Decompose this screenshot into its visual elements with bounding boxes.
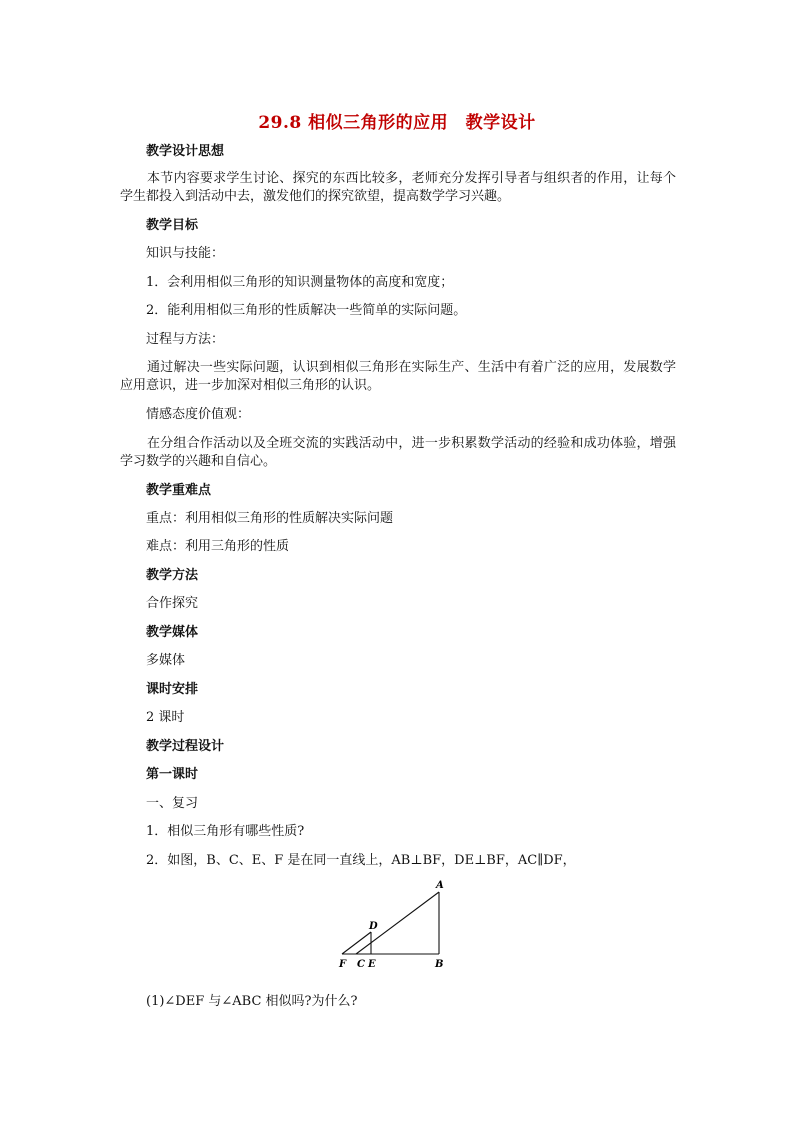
label-e: E (368, 959, 376, 970)
schedule-heading: 课时安排 (146, 682, 199, 697)
thinking-heading: 教学设计思想 (146, 144, 225, 159)
question-1: 1．相似三角形有哪些性质? (146, 824, 305, 839)
document-title: 29.8 相似三角形的应用 教学设计 (258, 113, 536, 133)
knowledge-item-2: 2．能利用相似三角形的性质解决一些简单的实际问题。 (146, 303, 467, 318)
method-heading: 教学方法 (146, 568, 199, 583)
attitude-label: 情感态度价值观： (146, 407, 251, 422)
attitude-paragraph: 在分组合作活动以及全班交流的实践活动中，进一步积累数学活动的经验和成功体验，增强学习数学的兴趣和自信心。 (120, 436, 676, 469)
media-heading: 教学媒体 (146, 625, 199, 640)
label-b: B (435, 959, 444, 970)
schedule-text: 2 课时 (146, 710, 185, 725)
question-2-part-1: (1)∠DEF 与∠ABC 相似吗?为什么? (146, 994, 358, 1009)
segment-fd (342, 932, 371, 954)
key-point: 重点：利用相似三角形的性质解决实际问题 (146, 511, 394, 526)
label-d: D (369, 921, 378, 932)
thinking-paragraph: 本节内容要求学生讨论、探究的东西比较多，老师充分发挥引导者与组织者的作用，让每个学生都投入到活动中去，激发他们的探究欲望，提高数学学习兴趣。 (120, 171, 676, 204)
process-paragraph: 通过解决一些实际问题，认识到相似三角形在实际生产、生活中有着广泛的应用，发展数学应用意识，进一步加深对相似三角形的认识。 (120, 360, 676, 393)
lesson1-heading: 第一课时 (146, 767, 199, 782)
goals-heading: 教学目标 (146, 218, 199, 233)
triangle-figure (330, 872, 460, 972)
label-f: F (339, 959, 347, 970)
difficult-point: 难点：利用三角形的性质 (146, 539, 290, 554)
method-text: 合作探究 (146, 596, 199, 611)
knowledge-item-1: 1．会利用相似三角形的知识测量物体的高度和宽度； (146, 275, 454, 290)
label-c: C (357, 959, 365, 970)
key-heading: 教学重难点 (146, 483, 212, 498)
knowledge-label: 知识与技能： (146, 246, 225, 261)
label-a: A (436, 880, 444, 891)
review-label: 一、复习 (146, 796, 199, 811)
question-2: 2．如图，B、C、E、F 是在同一直线上，AB⊥BF，DE⊥BF，AC∥DF， (146, 853, 576, 868)
media-text: 多媒体 (146, 653, 186, 668)
design-heading: 教学过程设计 (146, 739, 225, 754)
process-label: 过程与方法： (146, 332, 225, 347)
